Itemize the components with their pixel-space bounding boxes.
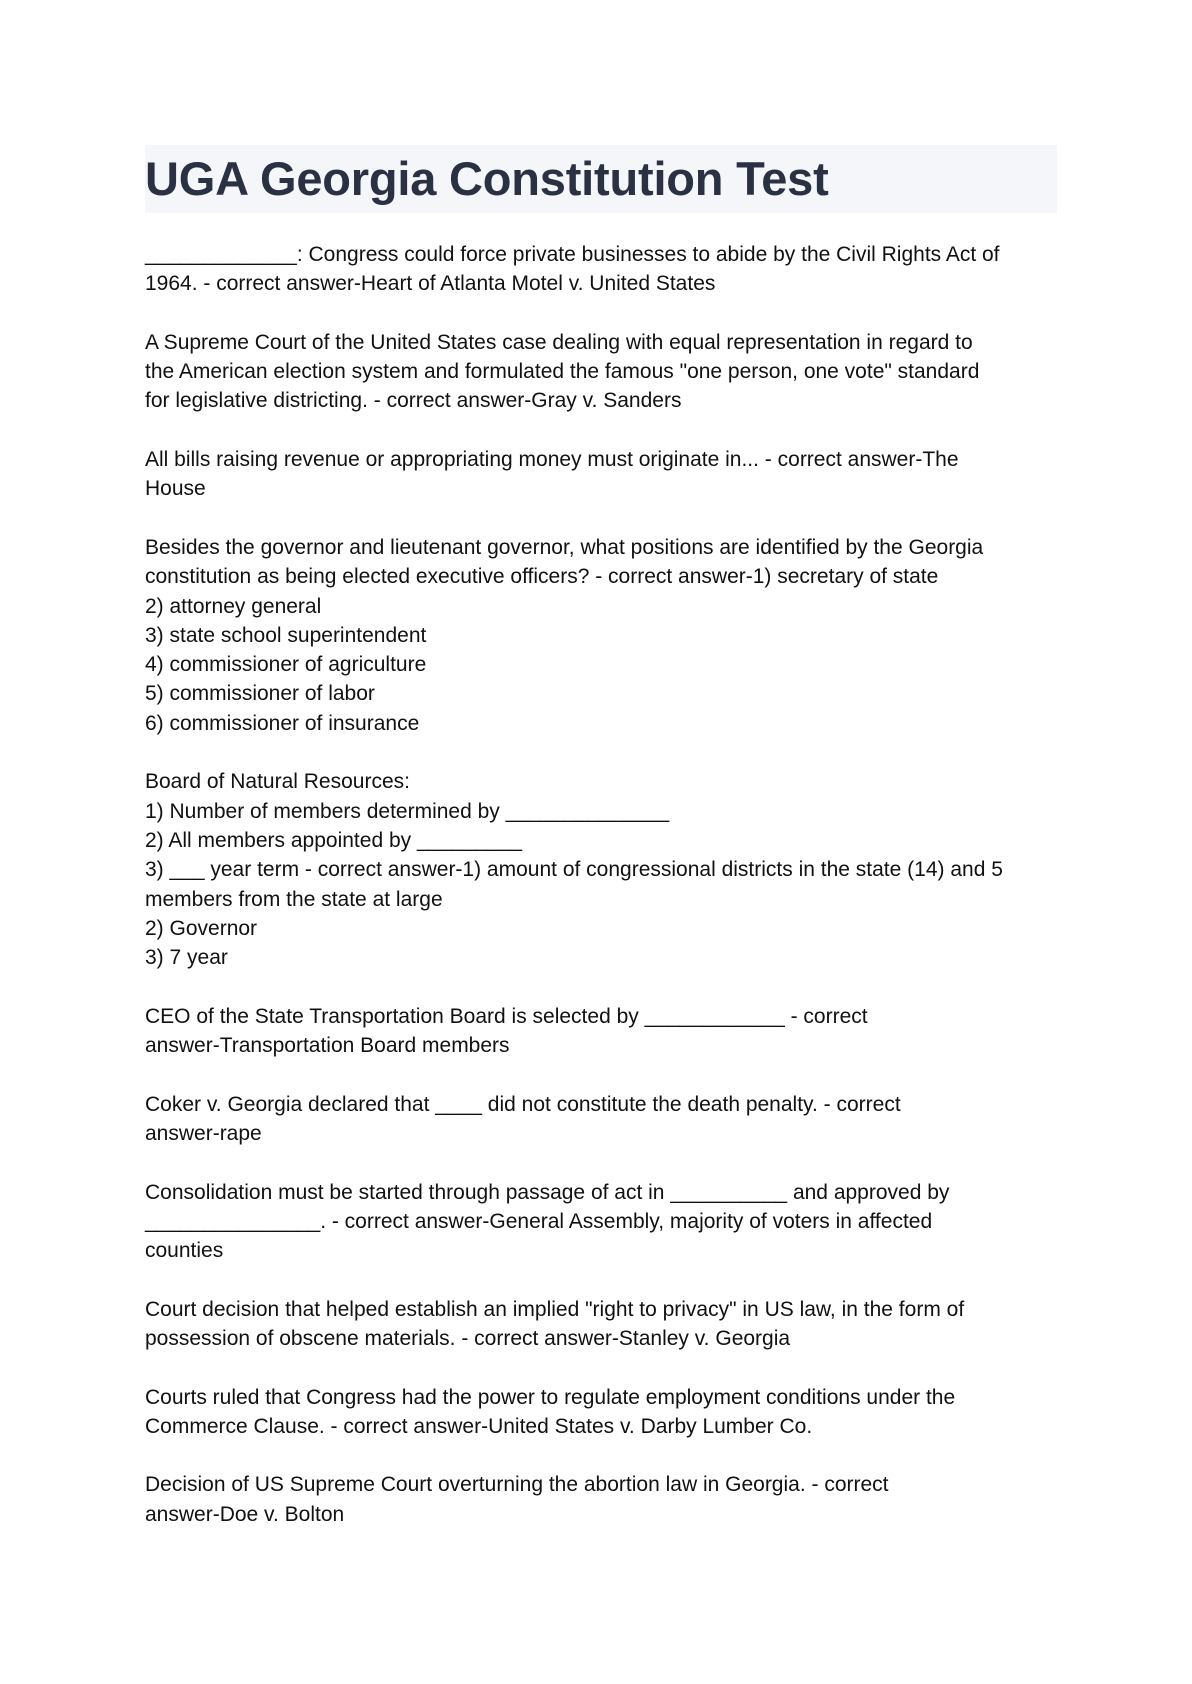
qa-list bbox=[145, 240, 1065, 1558]
question-line: _____________: Congress could force private businesses to abide by the Civil Rights Act of bbox=[145, 243, 1000, 266]
qa-entry bbox=[145, 1002, 1065, 1061]
qa-entry bbox=[145, 328, 1065, 416]
question-line: Courts ruled that Congress had the power to regulate employment conditions under the bbox=[145, 1385, 956, 1409]
text-line: _______________. - correct answer-General Assembly, majority of voters in affected bbox=[145, 1209, 933, 1233]
qa-entry bbox=[145, 1090, 1065, 1149]
qa-entry bbox=[145, 1295, 1065, 1354]
text-line: answer-rape bbox=[145, 1121, 262, 1145]
text-line: Commerce Clause. - correct answer-United States v. Darby Lumber Co. bbox=[145, 1414, 813, 1438]
text-line: 2) All members appointed by _________ bbox=[145, 828, 523, 852]
text-line: 3) 7 year bbox=[145, 946, 228, 970]
text-line: constitution as being elected executive officers? - correct answer-1) secretary of state bbox=[145, 565, 939, 589]
text-line: 2) Governor bbox=[145, 916, 258, 940]
question-line: Coker v. Georgia declared that ____ did not constitute the death penalty. - correct bbox=[145, 1092, 901, 1116]
qa-entry bbox=[145, 1470, 1065, 1529]
qa-entry bbox=[145, 240, 1065, 299]
qa-entry bbox=[145, 445, 1065, 504]
text-line: House bbox=[145, 477, 206, 501]
question-line: All bills raising revenue or appropriating money must originate in... - correct answer-The bbox=[145, 448, 959, 472]
text-line: counties bbox=[145, 1239, 224, 1263]
text-line: 3) state school superintendent bbox=[145, 623, 427, 647]
text-line: 1) Number of members determined by ______________ bbox=[145, 799, 670, 823]
qa-entry bbox=[145, 533, 1065, 738]
page-title: UGA Georgia Constitution Test bbox=[145, 152, 829, 205]
question-line: Court decision that helped establish an implied "right to privacy" in US law, in the form of bbox=[145, 1297, 965, 1321]
text-line: 2) attorney general bbox=[145, 594, 322, 618]
text-line: answer-Doe v. Bolton bbox=[145, 1502, 345, 1526]
qa-entry bbox=[145, 1178, 1065, 1266]
question-line: A Supreme Court of the United States case dealing with equal representation in regard to bbox=[145, 330, 973, 354]
text-line: possession of obscene materials. - correct answer-Stanley v. Georgia bbox=[145, 1326, 791, 1350]
question-line: Board of Natural Resources: bbox=[145, 770, 410, 794]
question-line: Besides the governor and lieutenant governor, what positions are identified by the Georgia bbox=[145, 535, 984, 559]
qa-entry bbox=[145, 767, 1065, 972]
text-line: the American election system and formulated the famous "one person, one vote" standard bbox=[145, 360, 980, 384]
qa-entry bbox=[145, 1383, 1065, 1442]
text-line: 4) commissioner of agriculture bbox=[145, 653, 427, 677]
text-line: 3) ___ year term - correct answer-1) amount of congressional districts in the state (14) and 5 bbox=[145, 858, 1003, 882]
text-line: 6) commissioner of insurance bbox=[145, 711, 420, 735]
question-line: Decision of US Supreme Court overturning the abortion law in Georgia. - correct bbox=[145, 1473, 889, 1497]
text-line: answer-Transportation Board members bbox=[145, 1034, 510, 1058]
text-line: 1964. - correct answer-Heart of Atlanta Motel v. United States bbox=[145, 272, 716, 296]
question-line: Consolidation must be started through passage of act in __________ and approved by bbox=[145, 1180, 950, 1204]
text-line: members from the state at large bbox=[145, 887, 443, 911]
text-line: 5) commissioner of labor bbox=[145, 682, 375, 706]
title-banner bbox=[145, 145, 1057, 213]
text-line: for legislative districting. - correct answer-Gray v. Sanders bbox=[145, 389, 682, 413]
question-line: CEO of the State Transportation Board is selected by ____________ - correct bbox=[145, 1004, 868, 1028]
